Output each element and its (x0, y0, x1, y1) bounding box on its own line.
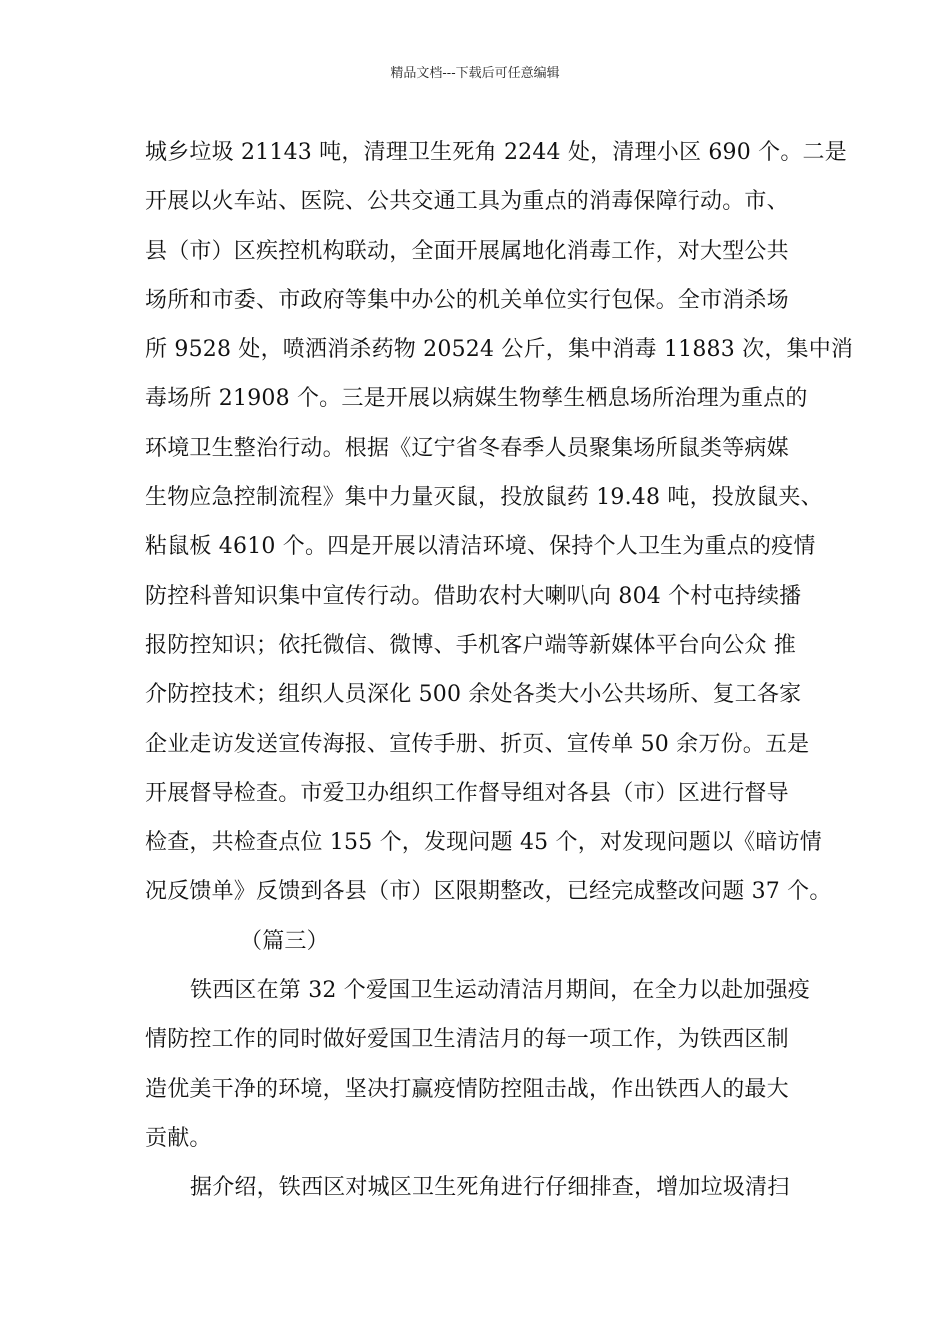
text-line: 铁西区在第 32 个爱国卫生运动清洁月期间，在全力以赴加强疫 (190, 978, 810, 1004)
text-line: 环境卫生整治行动。根据《辽宁省冬春季人员聚集场所鼠类等病媒 (145, 435, 789, 461)
page-header: 精品文档---下载后可任意编辑 (390, 66, 560, 81)
text-line: 介防控技术；组织人员深化 500 余处各类大小公共场所、复工各家 (145, 682, 802, 708)
text-line: 检查，共检查点位 155 个，发现问题 45 个，对发现问题以《暗访情 (145, 830, 822, 856)
text-line: 粘鼠板 4610 个。四是开展以清洁环境、保持个人卫生为重点的疫情 (145, 534, 816, 560)
text-line: 城乡垃圾 21143 吨，清理卫生死角 2244 处，清理小区 690 个。二是 (145, 140, 847, 165)
document-body (145, 128, 854, 1213)
text-line: 情防控工作的同时做好爱国卫生清洁月的每一项工作，为铁西区制 (145, 1027, 789, 1053)
text-line: 场所和市委、市政府等集中办公的机关单位实行包保。全市消杀场 (145, 287, 789, 313)
text-line: 造优美干净的环境，坚决打赢疫情防控阻击战，作出铁西人的最大 (145, 1076, 789, 1102)
text-line: 贡献。 (145, 1125, 212, 1151)
text-line: 企业走访发送宣传海报、宣传手册、折页、宣传单 50 余万份。五是 (145, 731, 810, 757)
text-line: 生物应急控制流程》集中力量灭鼠，投放鼠药 19.48 吨，投放鼠夹、 (145, 485, 823, 511)
section-heading: （篇三） (240, 928, 329, 954)
text-line: 据介绍，铁西区对城区卫生死角进行仔细排查，增加垃圾清扫 (190, 1175, 790, 1201)
text-line: 防控科普知识集中宣传行动。借助农村大喇叭向 804 个村屯持续播 (145, 583, 802, 609)
text-line: 报防控知识；依托微信、微博、手机客户端等新媒体平台向公众 推 (145, 632, 796, 658)
text-line: 毒场所 21908 个。三是开展以病媒生物孳生栖息场所治理为重点的 (145, 386, 808, 412)
text-line: 县（市）区疾控机构联动，全面开展属地化消毒工作，对大型公共 (145, 238, 789, 264)
text-line: 况反馈单》反馈到各县（市）区限期整改，已经完成整改问题 37 个。 (145, 879, 832, 905)
text-line: 所 9528 处，喷洒消杀药物 20524 公斤，集中消毒 11883 次，集中消 (145, 337, 854, 363)
text-line: 开展以火车站、医院、公共交通工具为重点的消毒保障行动。市、 (145, 189, 789, 215)
text-line: 开展督导检查。市爱卫办组织工作督导组对各县（市）区进行督导 (145, 780, 789, 806)
